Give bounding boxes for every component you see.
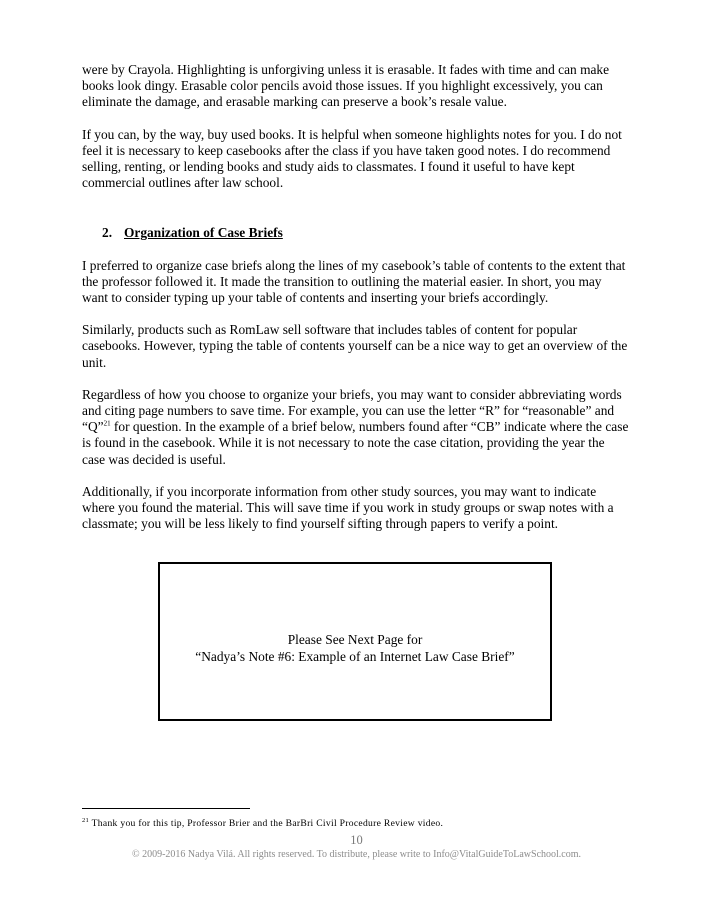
footnote <box>82 818 443 830</box>
footnote-text: Thank you for this tip, Professor Brier and the BarBri Civil Procedure Review video. <box>89 818 444 829</box>
paragraph-romlaw: Similarly, products such as RomLaw sell software that includes tables of content for popular casebooks. However, typing the table of contents yourself can be a nice way to get an overview of the unit. <box>82 322 628 370</box>
page-body <box>82 62 630 548</box>
abbreviating-text-start: Regardless of how you choose to organize your briefs, you may want to consider abbreviating words and citing page numbers to save time. For example, you can use the letter “R” for “reasonable” and “Q” <box>82 386 622 435</box>
footnote-number: 21 <box>82 816 90 824</box>
paragraph-study-sources: Additionally, if you incorporate information from other study sources, you may want to indicate where you found the material. This will save time if you work in study groups or swap notes with a classmate; you will be less likely to find yourself sifting through papers to verify a point. <box>82 483 614 532</box>
copyright-notice: © 2009-2016 Nadya Vilá. All rights reserved. To distribute, please write to Info@VitalGuideToLawSchool.com. <box>131 849 582 860</box>
notice-line-2: “Nadya’s Note #6: Example of an Internet Law Case Brief” <box>195 648 515 664</box>
abbreviating-text-end: for question. In the example of a brief below, numbers found after “CB” indicate where the case is found in the casebook. While it is not necessary to note the case citation, providing the year the case was decided is useful. <box>82 419 629 467</box>
section-title: Organization of Case Briefs <box>124 225 283 241</box>
paragraph-abbreviating <box>82 387 630 468</box>
paragraph-used-books: If you can, by the way, buy used books. It is helpful when someone highlights notes for you. I do not feel it is necessary to keep casebooks after the class if you have taken good notes. I do recommend selling, renting, or lending books and study aids to classmates. I found it useful to have kept commercial outlines after law school. <box>82 126 622 191</box>
page-number: 10 <box>350 833 363 847</box>
notice-line-1: Please See Next Page for <box>287 631 423 647</box>
section-heading <box>82 225 630 241</box>
paragraph-table-of-contents: I preferred to organize case briefs along the lines of my casebook’s table of contents to the extent that the professor followed it. It made the transition to outlining the material easier. In short, you may want to consider typing up your table of contents and inserting your briefs accordingly. <box>82 257 626 306</box>
footnote-reference[interactable]: 21 <box>103 419 111 428</box>
section-number: 2. <box>102 225 113 241</box>
paragraph-highlighting: were by Crayola. Highlighting is unforgiving unless it is erasable. It fades with time and can make books look dingy. Erasable color pencils avoid those issues. If you highlight excessively, you can eliminate the damage, and erasable marking can preserve a book’s resale value. <box>82 62 610 110</box>
footnote-divider <box>82 808 250 809</box>
next-page-notice-box <box>158 562 552 721</box>
